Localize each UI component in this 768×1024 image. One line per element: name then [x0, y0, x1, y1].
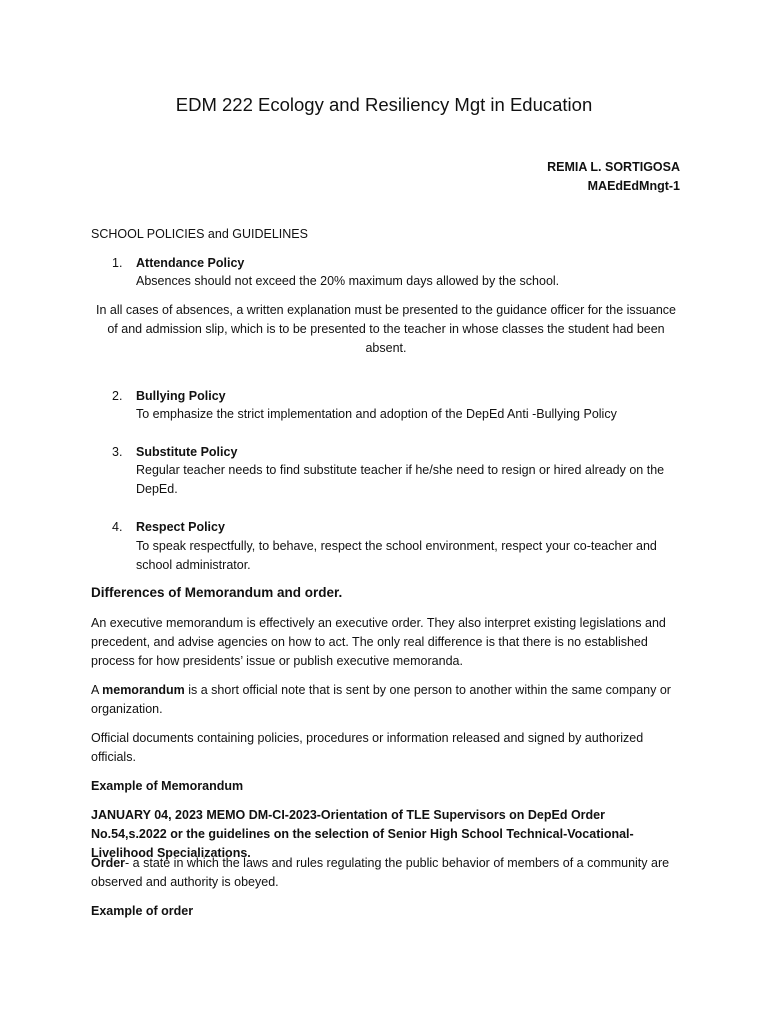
policy-4-number: 4. [112, 520, 123, 534]
author-program: MAEdEdMngt-1 [587, 179, 680, 193]
order-def-rest: - a state in which the laws and rules regulating the public behavior of members of a community are observed and authority is obeyed. [91, 856, 670, 889]
policy-3-heading: Substitute Policy [136, 445, 238, 459]
memorandum-definition [91, 681, 681, 719]
memo-def-prefix: A [91, 683, 103, 697]
section-title: SCHOOL POLICIES and GUIDELINES [91, 227, 308, 241]
policy-2-text: To emphasize the strict implementation and adoption of the DepEd Anti -Bullying Policy [136, 407, 617, 421]
official-documents-paragraph: Official documents containing policies, procedures or information released and signed by authorized officials. [91, 731, 644, 764]
attendance-note: In all cases of absences, a written explanation must be presented to the guidance officer for the issuance of and admission slip, which is to be presented to the teacher in whose classes the student had been absent. [96, 303, 676, 355]
document-title: EDM 222 Ecology and Resiliency Mgt in Education [175, 94, 593, 115]
policy-2-number: 2. [112, 389, 123, 403]
policy-4-text: To speak respectfully, to behave, respect the school environment, respect your co-teacher and school administrator. [136, 539, 657, 572]
policy-3-number: 3. [112, 445, 123, 459]
author-name: REMIA L. SORTIGOSA [547, 160, 680, 174]
differences-paragraph: An executive memorandum is effectively an executive order. They also interpret existing legislations and precedent, and advise agencies on how to act. The only real difference is that there is no established process for how presidents’ issue or publish executive memoranda. [91, 616, 666, 668]
differences-heading: Differences of Memorandum and order. [91, 585, 343, 600]
example-order-heading: Example of order [91, 904, 194, 918]
example-memo-text: JANUARY 04, 2023 MEMO DM-CI-2023-Orientation of TLE Supervisors on DepEd Order No.54,s.2022 or the guidelines on the selection of Senior High School Technical-Vocational-Livelihood Specializations. [91, 808, 634, 860]
policy-2-heading: Bullying Policy [136, 389, 226, 403]
memo-def-rest: is a short official note that is sent by one person to another within the same company or organization. [91, 683, 671, 716]
policy-4-heading: Respect Policy [136, 520, 225, 534]
order-def-term: Order [91, 856, 126, 870]
policy-1-number: 1. [112, 256, 123, 270]
memo-def-term: memorandum [102, 683, 185, 697]
policy-1-text: Absences should not exceed the 20% maximum days allowed by the school. [136, 274, 560, 288]
order-definition [91, 854, 681, 892]
policy-3-text: Regular teacher needs to find substitute teacher if he/she need to resign or hired already on the DepEd. [136, 463, 665, 496]
policy-1-heading: Attendance Policy [136, 256, 245, 270]
example-memo-heading: Example of Memorandum [91, 779, 244, 793]
